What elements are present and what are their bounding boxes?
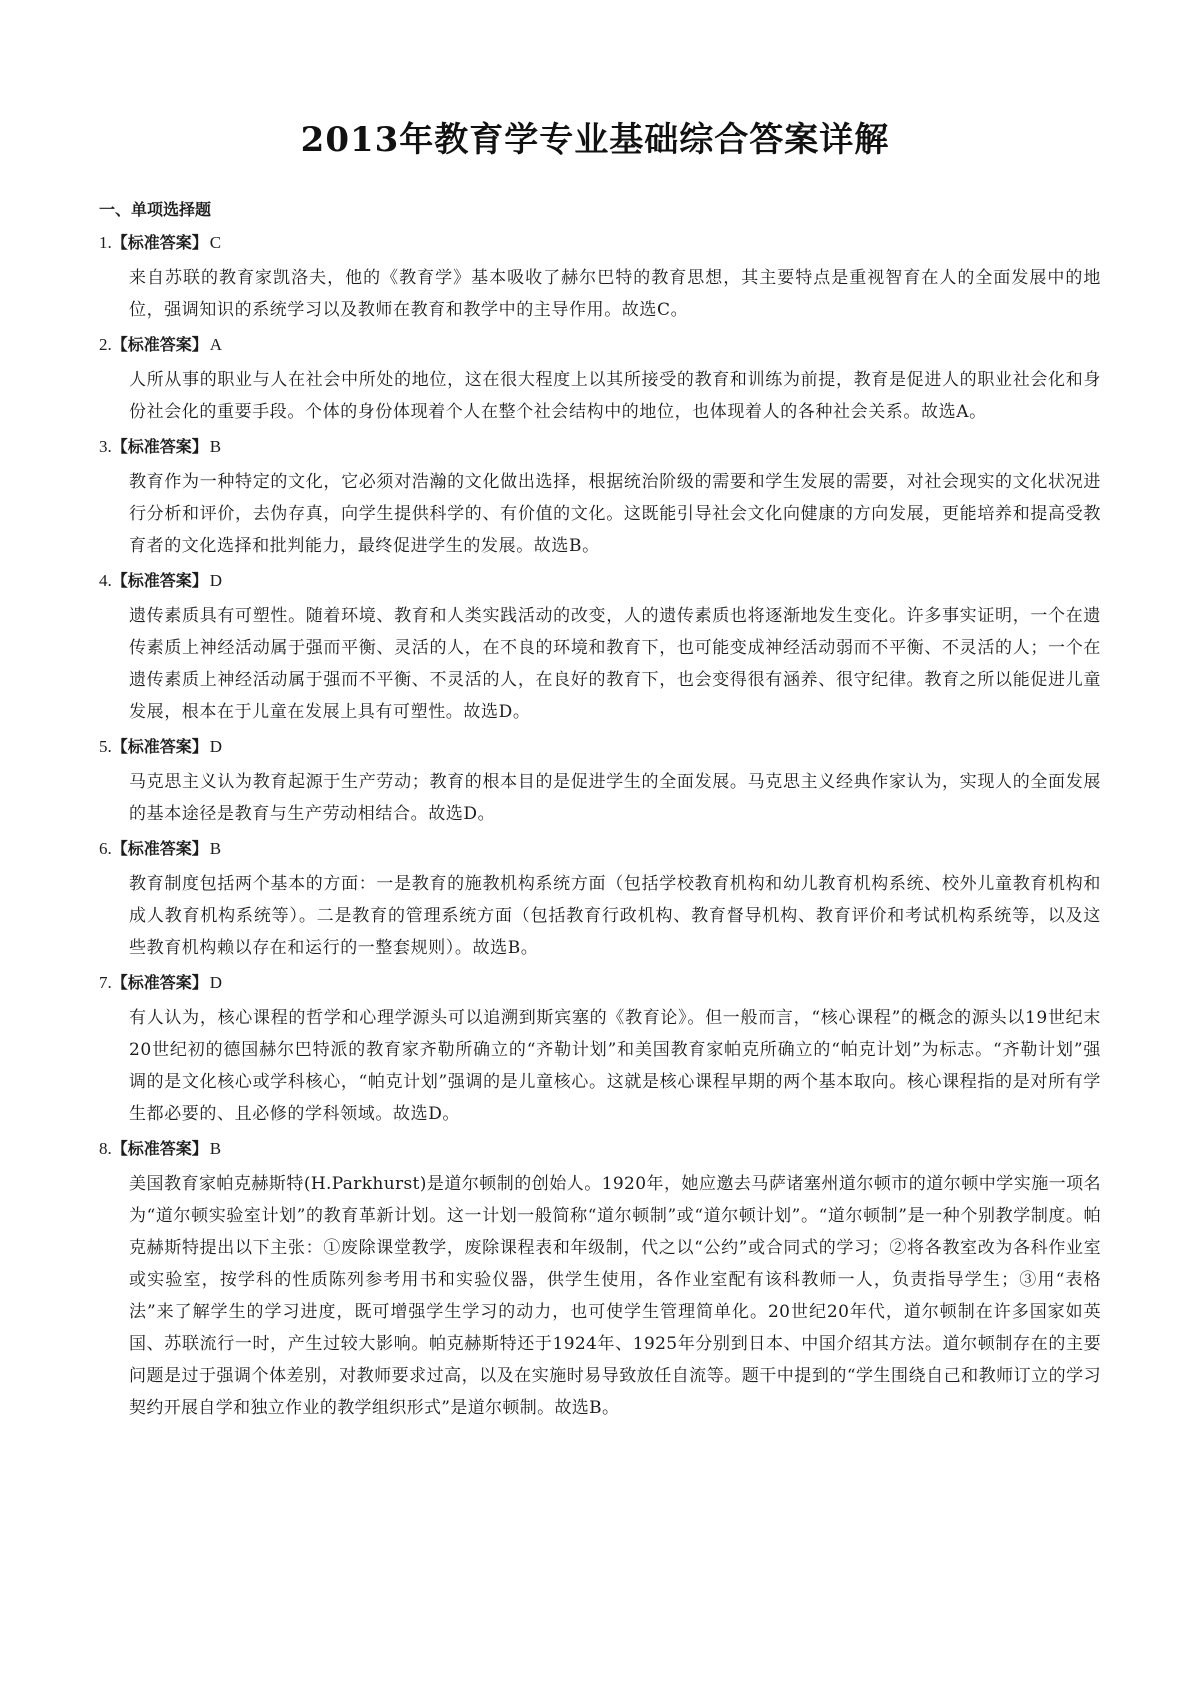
question-header	[99, 972, 1101, 994]
question-item	[99, 972, 1101, 1130]
question-number: 6.	[99, 839, 112, 858]
question-number: 1.	[99, 233, 112, 252]
question-header	[99, 736, 1101, 758]
answer-letter: B	[209, 1139, 222, 1158]
answer-letter: B	[209, 437, 222, 456]
answer-label: 【标准答案】	[111, 335, 208, 354]
answer-label: 【标准答案】	[111, 437, 208, 456]
question-number: 4.	[99, 571, 112, 590]
question-explanation: 有人认为，核心课程的哲学和心理学源头可以追溯到斯宾塞的《教育论》。但一般而言，“核心课程”的概念的源头以19世纪末20世纪初的德国赫尔巴特派的教育家齐勒所确立的“齐勒计划”和美国教育家帕克所确立的“帕克计划”为标志。“齐勒计划”强调的是文化核心或学科核心，“帕克计划”强调的是儿童核心。这就是核心课程早期的两个基本取向。核心课程指的是对所有学生都必要的、且必修的学科领域。故选D。	[129, 1008, 1101, 1124]
question-item	[99, 736, 1101, 830]
question-number: 7.	[99, 973, 112, 992]
question-number: 8.	[99, 1139, 112, 1158]
answer-letter: D	[209, 737, 223, 756]
answer-letter: C	[209, 233, 222, 252]
question-item	[99, 232, 1101, 326]
question-header	[99, 232, 1101, 254]
question-explanation: 马克思主义认为教育起源于生产劳动；教育的根本目的是促进学生的全面发展。马克思主义经典作家认为，实现人的全面发展的基本途径是教育与生产劳动相结合。故选D。	[129, 772, 1101, 824]
question-explanation: 人所从事的职业与人在社会中所处的地位，这在很大程度上以其所接受的教育和训练为前提，教育是促进人的职业社会化和身份社会化的重要手段。个体的身份体现着个人在整个社会结构中的地位，也体现着人的各种社会关系。故选A。	[129, 370, 1101, 422]
question-header	[99, 570, 1101, 592]
answer-label: 【标准答案】	[111, 233, 208, 252]
question-explanation: 遗传素质具有可塑性。随着环境、教育和人类实践活动的改变，人的遗传素质也将逐渐地发生变化。许多事实证明，一个在遗传素质上神经活动属于强而平衡、灵活的人，在不良的环境和教育下，也可能变成神经活动弱而不平衡、不灵活的人；一个在遗传素质上神经活动属于强而不平衡、不灵活的人，在良好的教育下，也会变得很有涵养、很守纪律。教育之所以能促进儿童发展，根本在于儿童在发展上具有可塑性。故选D。	[129, 606, 1101, 722]
question-item	[99, 334, 1101, 428]
question-number: 2.	[99, 335, 112, 354]
question-explanation: 来自苏联的教育家凯洛夫，他的《教育学》基本吸收了赫尔巴特的教育思想，其主要特点是重视智育在人的全面发展中的地位，强调知识的系统学习以及教师在教育和教学中的主导作用。故选C。	[129, 268, 1101, 320]
answer-label: 【标准答案】	[111, 1139, 208, 1158]
answer-label: 【标准答案】	[111, 571, 208, 590]
question-header	[99, 436, 1101, 458]
question-item	[99, 436, 1101, 562]
question-explanation: 教育作为一种特定的文化，它必须对浩瀚的文化做出选择，根据统治阶级的需要和学生发展的需要，对社会现实的文化状况进行分析和评价，去伪存真，向学生提供科学的、有价值的文化。这既能引导社会文化向健康的方向发展，更能培养和提高受教育者的文化选择和批判能力，最终促进学生的发展。故选B。	[129, 472, 1101, 556]
question-header	[99, 838, 1101, 860]
answer-letter: A	[209, 335, 223, 354]
answer-label: 【标准答案】	[111, 737, 208, 756]
document-content	[99, 200, 1101, 1432]
answer-label: 【标准答案】	[111, 973, 208, 992]
question-number: 5.	[99, 737, 112, 756]
document-title: 2013年教育学专业基础综合答案详解	[300, 120, 890, 160]
answer-letter: D	[209, 571, 223, 590]
answer-label: 【标准答案】	[111, 839, 208, 858]
question-number: 3.	[99, 437, 112, 456]
question-item	[99, 570, 1101, 728]
answer-letter: D	[209, 973, 223, 992]
question-item	[99, 1138, 1101, 1424]
question-header	[99, 334, 1101, 356]
question-explanation: 美国教育家帕克赫斯特(H.Parkhurst)是道尔顿制的创始人。1920年，她应邀去马萨诸塞州道尔顿市的道尔顿中学实施一项名为“道尔顿实验室计划”的教育革新计划。这一计划一般简称“道尔顿制”或“道尔顿计划”。“道尔顿制”是一种个别教学制度。帕克赫斯特提出以下主张：①废除课堂教学，废除课程表和年级制，代之以“公约”或合同式的学习；②将各教室改为各科作业室或实验室，按学科的性质陈列参考用书和实验仪器，供学生使用，各作业室配有该科教师一人，负责指导学生；③用“表格法”来了解学生的学习进度，既可增强学生学习的动力，也可使学生管理简单化。20世纪20年代，道尔顿制在许多国家如英国、苏联流行一时，产生过较大影响。帕克赫斯特还于1924年、1925年分别到日本、中国介绍其方法。道尔顿制存在的主要问题是过于强调个体差别，对教师要求过高，以及在实施时易导致放任自流等。题干中提到的“学生围绕自己和教师订立的学习契约开展自学和独立作业的教学组织形式”是道尔顿制。故选B。	[129, 1174, 1101, 1418]
question-item	[99, 838, 1101, 964]
section-heading: 一、单项选择题	[99, 200, 212, 219]
question-explanation: 教育制度包括两个基本的方面：一是教育的施教机构系统方面（包括学校教育机构和幼儿教育机构系统、校外儿童教育机构和成人教育机构系统等）。二是教育的管理系统方面（包括教育行政机构、教育督导机构、教育评价和考试机构系统等，以及这些教育机构赖以存在和运行的一整套规则）。故选B。	[129, 874, 1101, 958]
answer-letter: B	[209, 839, 222, 858]
question-header	[99, 1138, 1101, 1160]
